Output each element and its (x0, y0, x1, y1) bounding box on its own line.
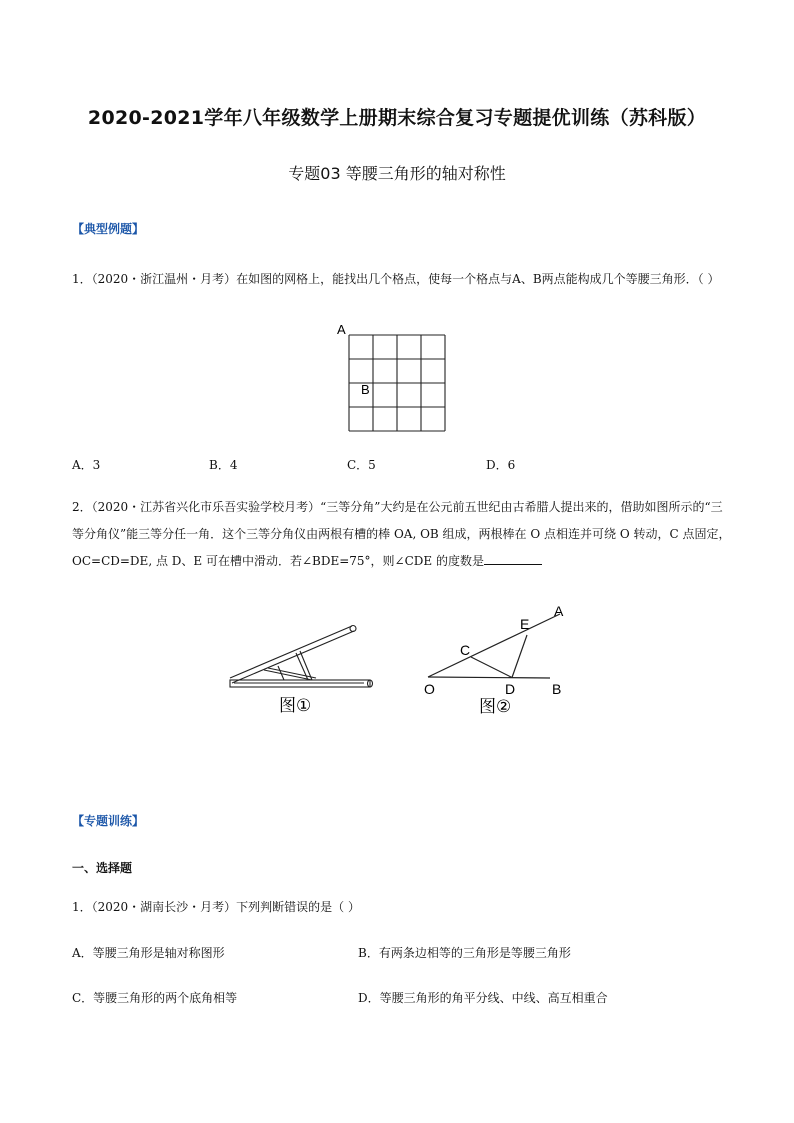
label-a: A (554, 603, 564, 619)
training1-question: 1．（2020・湖南长沙・月考）下列判断错误的是（ ） (72, 900, 360, 914)
part1-heading: 一、选择题 (72, 861, 133, 875)
point-b-label: B (361, 382, 370, 397)
section-training: 【专题训练】 (72, 814, 145, 828)
example1-option-b: B．4 (209, 458, 238, 472)
training1-option-b: B．有两条边相等的三角形是等腰三角形 (358, 946, 571, 960)
example2-question (72, 494, 732, 575)
example2-line-3: OC=CD=DE, 点 D、E 可在槽中滑动．若∠BDE=75°，则∠CDE 的度数是 (72, 554, 484, 568)
section-examples: 【典型例题】 (72, 222, 145, 236)
trisector-device-figure (224, 620, 374, 720)
grid-figure (330, 316, 460, 432)
example2-line-2: 等分角仪”能三等分任一角．这个三等分角仪由两根有槽的棒 OA, OB 组成，两根棒在 O 点相连并可绕 O 转动，C 点固定， (72, 527, 731, 541)
segment-de (512, 635, 527, 678)
ray-oa (428, 614, 560, 677)
label-o: O (424, 681, 435, 697)
example1-option-c: C．5 (347, 458, 376, 472)
example1-option-d: D．6 (486, 458, 516, 472)
figure-1-caption: 图① (279, 696, 312, 715)
example2-line-1: 2．（2020・江苏省兴化市乐吾实验学校月考）“三等分角”大约是在公元前五世纪由古希腊人提出来的，借助如图所示的“三 (72, 500, 723, 514)
training1-option-d: D．等腰三角形的角平分线、中线、高互相重合 (358, 991, 608, 1005)
label-b: B (552, 681, 562, 697)
label-d: D (505, 681, 516, 697)
label-e: E (520, 616, 530, 632)
ray-ob (428, 677, 550, 678)
document-subtitle: 专题03 等腰三角形的轴对称性 (288, 164, 506, 183)
training1-option-c: C．等腰三角形的两个底角相等 (72, 991, 238, 1005)
geometry-figure (416, 600, 576, 720)
training1-option-a: A．等腰三角形是轴对称图形 (72, 946, 225, 960)
segment-cd (471, 657, 512, 678)
document-title: 2020-2021学年八年级数学上册期末综合复习专题提优训练（苏科版） (87, 107, 707, 129)
figure-2-caption: 图② (479, 697, 512, 716)
example1-option-a: A．3 (72, 458, 101, 472)
example1-question: 1．（2020・浙江温州・月考）在如图的网格上，能找出几个格点，使每一个格点与A、B两点能构成几个等腰三角形．（ ） (72, 272, 720, 286)
label-c: C (460, 642, 471, 658)
point-a-label: A (337, 322, 346, 337)
answer-blank (484, 552, 542, 565)
